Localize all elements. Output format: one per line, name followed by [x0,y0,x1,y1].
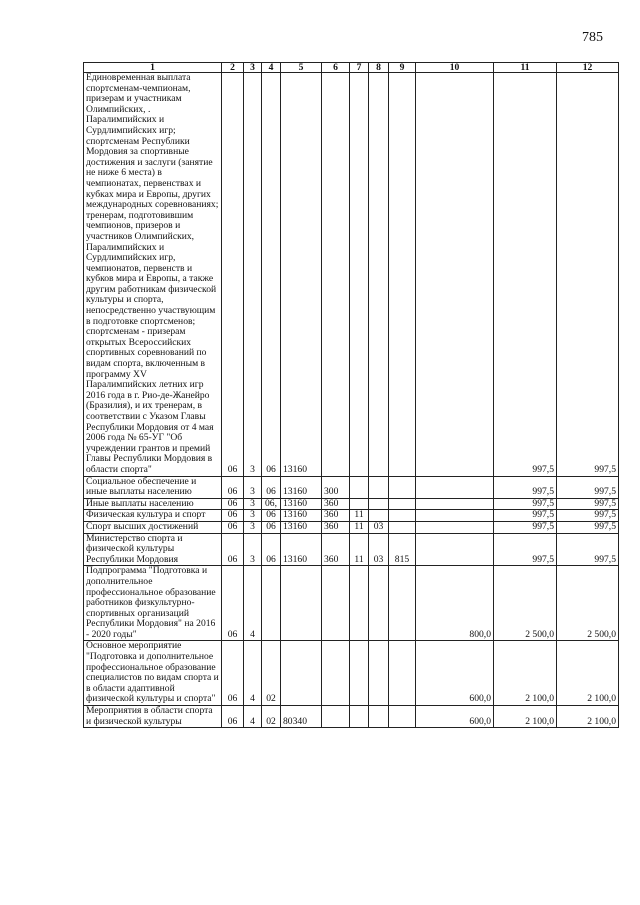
cell [416,73,494,477]
column-header: 6 [322,63,350,73]
row-name: Социальное обеспечение и иные выплаты населению [84,476,222,498]
cell: 800,0 [416,566,494,641]
cell: 02 [262,641,281,706]
cell: 13160 [281,476,322,498]
cell [389,73,416,477]
row-name: Иные выплаты населению [84,498,222,510]
row-name: Министерство спорта и физической культуры Республики Мордовия [84,533,222,566]
cell: 03 [369,533,389,566]
cell: 3 [244,73,262,477]
row-name: Мероприятия в области спорта и физической культуры [84,706,222,728]
column-header: 7 [350,63,369,73]
cell [369,641,389,706]
cell: 2 500,0 [557,566,619,641]
cell: 06 [222,476,244,498]
cell: 4 [244,641,262,706]
budget-table [83,62,619,728]
row-name: Спорт высших достижений [84,521,222,533]
cell [389,510,416,522]
cell [350,498,369,510]
cell [350,566,369,641]
cell: 80340 [281,706,322,728]
cell: 06 [262,476,281,498]
cell: 06 [222,566,244,641]
column-header: 10 [416,63,494,73]
cell [389,476,416,498]
cell: 997,5 [557,510,619,522]
cell [416,510,494,522]
cell: 13160 [281,73,322,477]
header-row [84,63,619,73]
cell [389,521,416,533]
table-row [84,73,619,477]
column-header: 3 [244,63,262,73]
cell [262,566,281,641]
cell: 11 [350,510,369,522]
cell [350,476,369,498]
cell [369,566,389,641]
column-header: 2 [222,63,244,73]
cell [389,706,416,728]
cell: 997,5 [557,73,619,477]
cell: 300 [322,476,350,498]
column-header: 9 [389,63,416,73]
cell: 600,0 [416,641,494,706]
cell: 06 [222,521,244,533]
cell [416,521,494,533]
cell: 2 500,0 [494,566,557,641]
cell [322,73,350,477]
cell [369,706,389,728]
cell [389,498,416,510]
cell: 360 [322,533,350,566]
cell: 13160 [281,533,322,566]
cell: 997,5 [494,521,557,533]
cell: 03 [369,521,389,533]
cell: 2 100,0 [557,706,619,728]
cell: 997,5 [494,73,557,477]
row-name: Подпрограмма "Подготовка и дополнительное профессиональное образование работников физкультурно-спортивных организаций Республики Мордовия" на 2016 - 2020 годы" [84,566,222,641]
cell [389,566,416,641]
cell: 997,5 [494,476,557,498]
cell: 600,0 [416,706,494,728]
cell: 06 [262,521,281,533]
cell: 13160 [281,521,322,533]
cell [281,566,322,641]
table-row [84,566,619,641]
cell: 997,5 [494,533,557,566]
table-row [84,641,619,706]
cell: 06 [222,641,244,706]
table-row [84,498,619,510]
cell: 997,5 [557,476,619,498]
cell: 4 [244,566,262,641]
cell: 06 [222,73,244,477]
cell [416,476,494,498]
cell: 3 [244,498,262,510]
column-header: 5 [281,63,322,73]
column-header: 4 [262,63,281,73]
cell: 997,5 [557,533,619,566]
cell: 997,5 [494,510,557,522]
table-row [84,510,619,522]
cell [369,510,389,522]
cell: 06, [262,498,281,510]
cell: 2 100,0 [494,706,557,728]
cell: 360 [322,498,350,510]
table-row [84,476,619,498]
cell [369,498,389,510]
cell: 06 [222,498,244,510]
cell: 3 [244,476,262,498]
cell [322,641,350,706]
table-row [84,521,619,533]
cell: 815 [389,533,416,566]
cell: 997,5 [557,521,619,533]
cell [322,566,350,641]
row-name: Единовременная выплата спортсменам-чемпионам, призерам и участникам Олимпийских, . Паралимпийских и Сурдлимпийских игр; спортсменам Республики Мордовия за спортивные достижения и заслуги (занятие не ниже 6 места) в чемпионатах, первенствах и кубках мира и Европы, других международных соревнованиях; тренерам, подготовившим чемпионов, призеров и участников Олимпийских, Паралимпийских и Сурдлимпийских игр, чемпионатов, первенств и кубков мира и Европы, а также другим работникам физической культуры и спорта, непосредственно участвующим в подготовке спортсменов; спортсменам - призерам открытых Всероссийских спортивных соревнований по видам спорта, включенным в программу XV Паралимпийских летних игр 2016 года в г. Рио-де-Жанейро (Бразилия), и их тренерам, в соответствии с Указом Главы Республики Мордовия от 4 мая 2006 года № 65-УГ "Об учреждении грантов и премий Главы Республики Мордовия в области спорта" [84,73,222,477]
cell: 3 [244,533,262,566]
cell: 06 [262,73,281,477]
cell: 360 [322,510,350,522]
cell: 06 [222,533,244,566]
table-row [84,706,619,728]
row-name: Физическая культура и спорт [84,510,222,522]
cell [350,73,369,477]
cell [369,73,389,477]
cell [281,641,322,706]
cell [369,476,389,498]
cell: 06 [222,706,244,728]
row-name: Основное мероприятие "Подготовка и дополнительное профессиональное образование специалистов по видам спорта и в области адаптивной физической культуры и спорта" [84,641,222,706]
cell: 360 [322,521,350,533]
cell [322,706,350,728]
column-header: 8 [369,63,389,73]
cell [350,706,369,728]
cell: 13160 [281,498,322,510]
cell: 06 [262,510,281,522]
cell: 3 [244,521,262,533]
cell: 997,5 [557,498,619,510]
cell: 11 [350,533,369,566]
cell [416,533,494,566]
table-row [84,533,619,566]
column-header: 12 [557,63,619,73]
column-header: 1 [84,63,222,73]
cell: 3 [244,510,262,522]
cell [350,641,369,706]
cell: 06 [222,510,244,522]
cell: 997,5 [494,498,557,510]
cell: 4 [244,706,262,728]
cell: 13160 [281,510,322,522]
cell: 06 [262,533,281,566]
column-header: 11 [494,63,557,73]
cell: 2 100,0 [557,641,619,706]
page-number: 785 [582,30,603,45]
cell: 02 [262,706,281,728]
cell [416,498,494,510]
cell: 2 100,0 [494,641,557,706]
cell: 11 [350,521,369,533]
cell [389,641,416,706]
